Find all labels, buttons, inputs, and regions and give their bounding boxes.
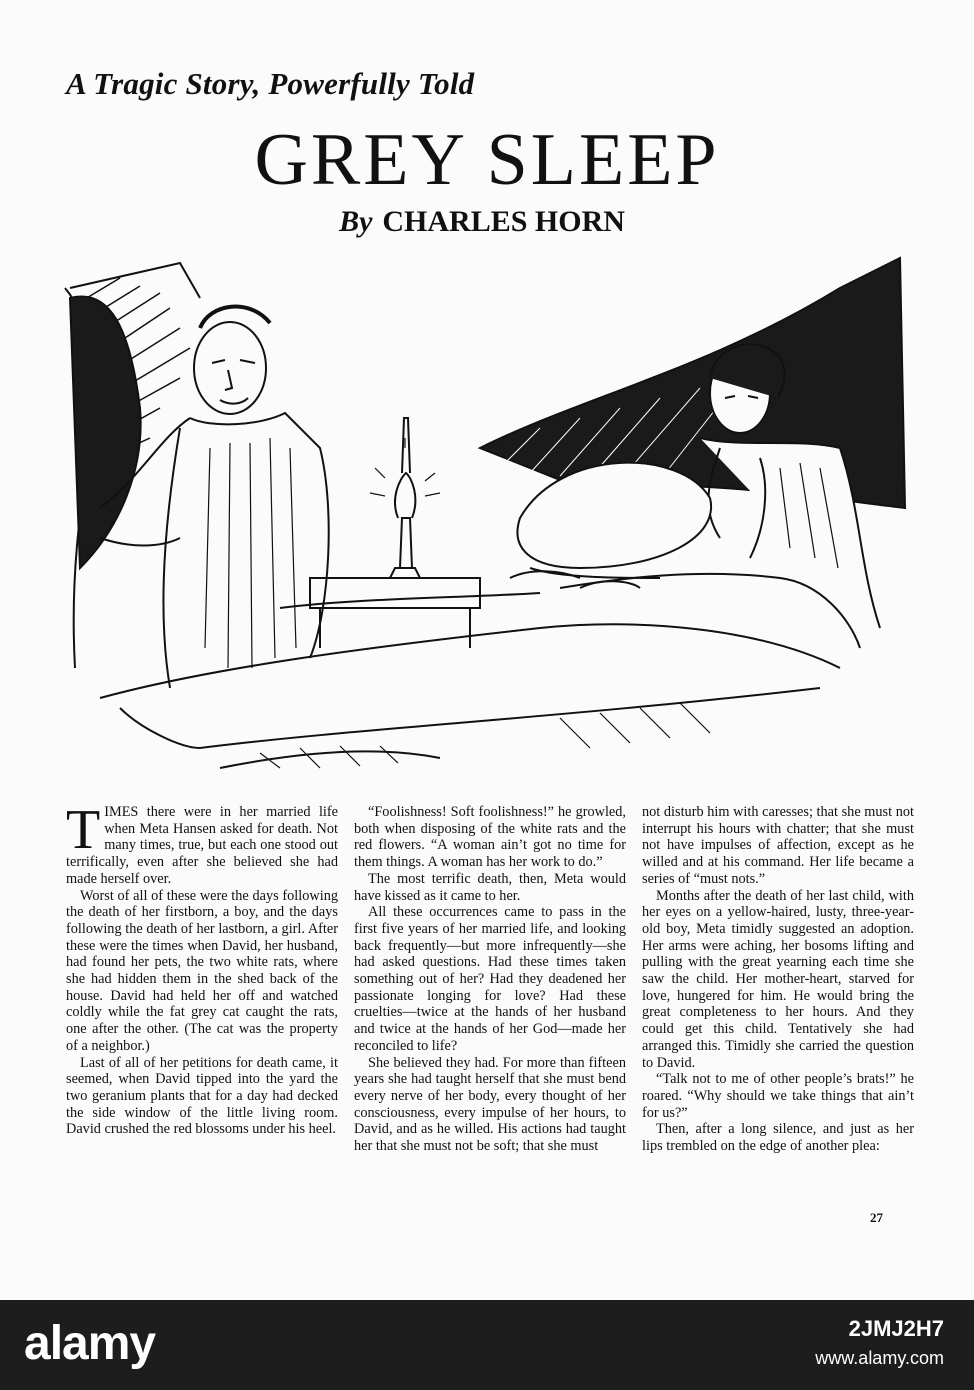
paragraph: Worst of all of these were the days following the death of her firstborn, a boy, and the days following the death of her lastborn, a girl. After these were the times when David, her husband, had found her pets, the two white rats, where she had hidden them in the shed back of the house. David had held her off and watched coldly while the fat grey cat caught the rats, one after the other. (The cat was the property of a neighbor.)	[66, 887, 338, 1054]
alamy-logo: alamy	[24, 1317, 156, 1370]
paragraph: “Foolishness! Soft foolishness!” he growled, both when disposing of the white rats and the red flowers. “A woman ain’t got no time for them things. A woman has her work to do.”	[354, 804, 626, 871]
paragraph: Months after the death of her last child, with her eyes on a yellow-haired, lusty, three-year-old boy, Meta timidly suggested an adoption. Her arms were aching, her bosoms lifting and pulling with the great yearning each time she saw the child. Her mother-heart, starved for love, hungered for him. He would bring the great completeness to her hours. And they could get this child. Tentatively she had arranged this. Timidly she carried the question to David.	[642, 887, 914, 1071]
bedroom-scene-illustration-icon	[60, 248, 910, 788]
paragraph: not disturb him with caresses; that she must not interrupt his hours with chatter; that she must not have impulses of affection, except as he willed and at his command. Her life became a series of “must nots.”	[642, 804, 914, 887]
paragraph: “Talk not to me of other people’s brats!” he roared. “Why should we take things that ain’t for us?”	[642, 1071, 914, 1121]
image-id: 2JMJ2H7	[848, 1316, 944, 1341]
article-column-2	[354, 804, 626, 1214]
byline-prefix: By	[339, 205, 373, 238]
story-title: GREY SLEEP	[254, 119, 720, 201]
article-columns	[66, 799, 914, 1214]
dropcap-letter: T	[66, 799, 101, 861]
article-column-3	[642, 804, 914, 1214]
byline	[0, 205, 964, 239]
paragraph: TIMES there were in her married life when Meta Hansen asked for death. Not many times, true, but each one stood out terrifically, even after she believed she had made herself over.	[66, 799, 338, 887]
paragraph: All these occurrences came to pass in the first five years of her married life, and looking back frequently—but more infrequently—she had asked questions. Had these times taken something out of her? Had they deadened her passionate longing for love? Had these cruelties—twice at the hands of her husband and twice at the hands of her God—made her reconciled to life?	[354, 904, 626, 1054]
paragraph: Last of all of her petitions for death came, it seemed, when David tipped into the yard the two geranium plants that for a day had decked the side window of the little living room. David crushed the red blossoms under his heel.	[66, 1054, 338, 1138]
watermark-url: www.alamy.com	[815, 1348, 944, 1368]
paragraph: She believed they had. For more than fifteen years she had taught herself that she must bend every nerve of her body, every thought of her consciousness, every impulse of her hours, to David, and as he willed. His actions had taught her that she must not be soft; that she must	[354, 1054, 626, 1155]
paragraph: The most terrific death, then, Meta would have kissed as it came to her.	[354, 870, 626, 904]
article-column-1	[66, 799, 338, 1214]
page-number: 27	[870, 1210, 883, 1225]
story-tagline: A Tragic Story, Powerfully Told	[66, 66, 475, 101]
author-name: CHARLES HORN	[382, 205, 625, 238]
paragraph: Then, after a long silence, and just as her lips trembled on the edge of another plea:	[642, 1121, 914, 1155]
stock-watermark-bar	[0, 1300, 974, 1390]
